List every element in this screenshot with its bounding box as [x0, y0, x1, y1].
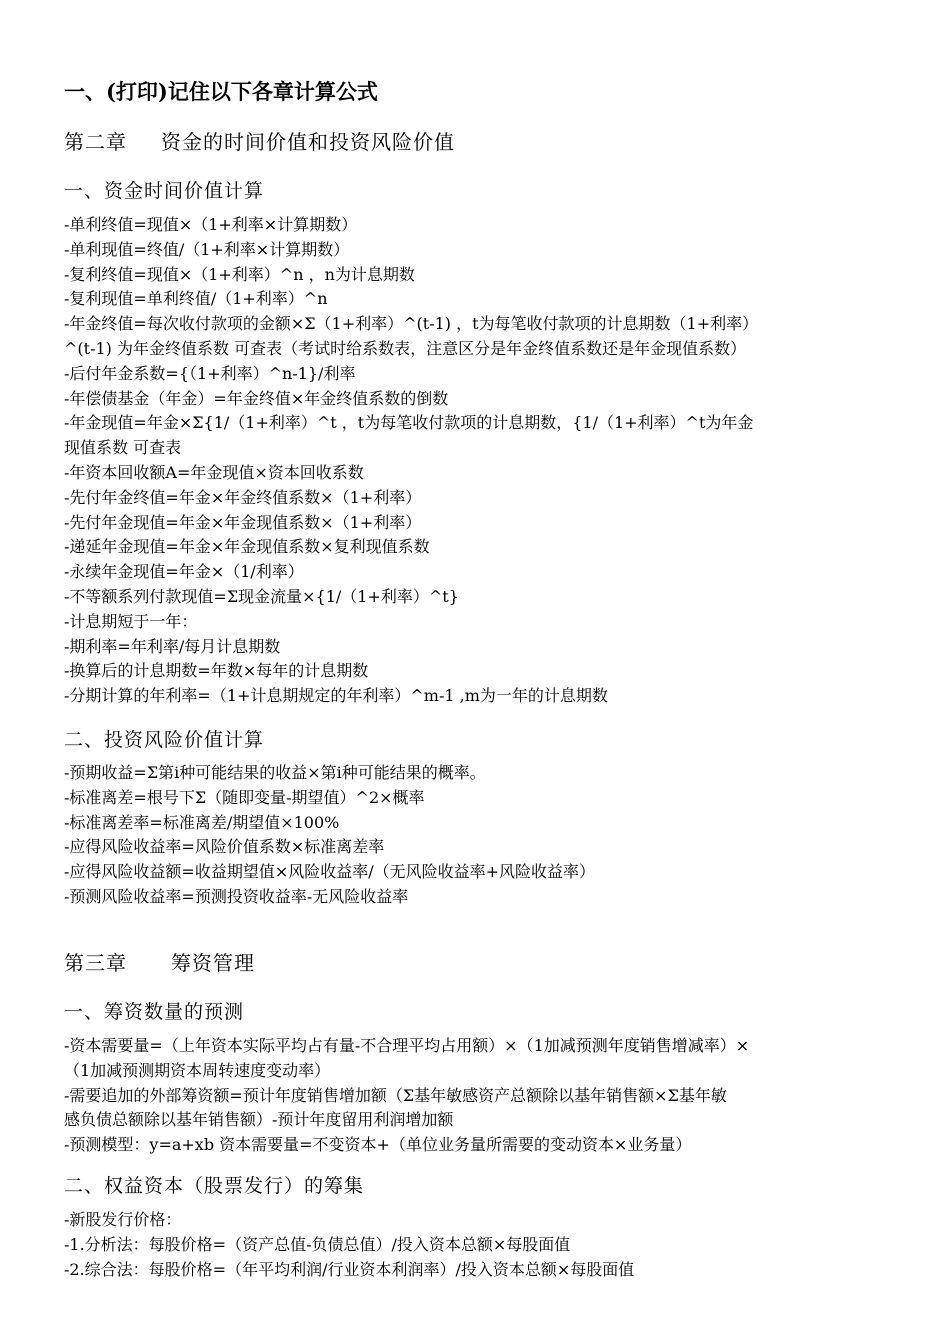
- formula-line: -复利现值=单利终值/（1+利率）^n: [64, 289, 328, 309]
- ch3-section-1-heading: 一、筹资数量的预测: [64, 1001, 245, 1023]
- formula-line: -标准离差=根号下Σ（随即变量-期望值）^2×概率: [64, 787, 425, 807]
- formula-line: -年金现值=年金×Σ{1/（1+利率）^t ，t为每笔收付款项的计息期数，{1/（1+利率）^t为年金: [64, 413, 754, 433]
- formula-line: -递延年金现值=年金×年金现值系数×复利现值系数: [64, 537, 430, 557]
- formula-line: -应得风险收益率=风险价值系数×标准离差率: [64, 837, 385, 857]
- formula-line: -预测模型：y=a+xb 资本需要量=不变资本+（单位业务量所需要的变动资本×业务量）: [64, 1135, 692, 1155]
- ch2-section-2-heading: 二、投资风险价值计算: [64, 729, 265, 751]
- document-title: 一、(打印)记住以下各章计算公式: [64, 79, 378, 104]
- chapter-2-heading: [64, 126, 455, 155]
- formula-line: -不等额系列付款现值=Σ现金流量×{1/（1+利率）^t}: [64, 586, 459, 606]
- formula-line: -后付年金系数={（1+利率）^n-1}/利率: [64, 363, 356, 383]
- ch3-section-2-body: [64, 1208, 894, 1282]
- ch3-section-2-heading: 二、权益资本（股票发行）的筹集: [64, 1175, 365, 1197]
- formula-line: （1加减预测期资本周转速度变动率）: [64, 1060, 331, 1080]
- formula-line: -1.分析法：每股价格=（资产总值-负债总值）/投入资本总额×每股面值: [64, 1234, 571, 1254]
- formula-line: -永续年金现值=年金×（1/利率）: [64, 562, 304, 582]
- formula-line: -应得风险收益额=收益期望值×风险收益率/（无风险收益率+风险收益率）: [64, 862, 596, 882]
- chapter-3-label: 第三章: [64, 951, 127, 975]
- ch2-section-2-body: [64, 761, 894, 910]
- formula-line: -资本需要量=（上年资本实际平均占有量-不合理平均占用额）×（1加减预测年度销售增减率）×: [64, 1036, 750, 1055]
- formula-line: 现值系数 可查表: [64, 438, 182, 458]
- formula-line: 感负债总额除以基年销售额）-预计年度留用利润增加额: [64, 1110, 454, 1130]
- chapter-2-name: 资金的时间价值和投资风险价值: [161, 130, 455, 154]
- ch3-section-1-body: [64, 1034, 894, 1158]
- formula-line: -先付年金终值=年金×年金终值系数×（1+利率）: [64, 487, 422, 507]
- formula-line: ^(t-1) 为年金终值系数 可查表（考试时给系数表，注意区分是年金终值系数还是年金现值系数）: [64, 338, 747, 358]
- formula-line: -单利终值=现值×（1+利率×计算期数）: [64, 215, 358, 234]
- formula-line: -新股发行价格：: [64, 1210, 182, 1229]
- ch2-section-1-heading: 一、资金时间价值计算: [64, 180, 265, 202]
- formula-line: -分期计算的年利率=（1+计息期规定的年利率）^m-1 ,m为一年的计息期数: [64, 686, 608, 706]
- chapter-3-name: 筹资管理: [171, 951, 255, 975]
- formula-line: -预测风险收益率=预测投资收益率-无风险收益率: [64, 886, 409, 906]
- chapter-3-heading: [64, 947, 255, 976]
- formula-line: -换算后的计息期数=年数×每年的计息期数: [64, 661, 369, 681]
- ch2-section-1-body: [64, 213, 894, 709]
- formula-line: -年资本回收额A=年金现值×资本回收系数: [64, 462, 364, 482]
- formula-line: -复利终值=现值×（1+利率）^n ，n为计息期数: [64, 264, 415, 284]
- formula-line: -年偿债基金（年金）=年金终值×年金终值系数的倒数: [64, 388, 449, 408]
- formula-line: -计息期短于一年：: [64, 611, 198, 631]
- formula-line: -期利率=年利率/每月计息期数: [64, 636, 281, 656]
- formula-line: -预期收益=Σ第i种可能结果的收益×第i种可能结果的概率。: [64, 763, 486, 782]
- formula-line: -2.综合法：每股价格=（年平均利润/行业资本利润率）/投入资本总额×每股面值: [64, 1259, 635, 1279]
- formula-line: -年金终值=每次收付款项的金额×Σ（1+利率）^(t-1) ，t为每笔收付款项的计息期数（1+利率）: [64, 314, 759, 334]
- formula-line: -标准离差率=标准离差/期望值×100%: [64, 812, 340, 832]
- chapter-2-label: 第二章: [64, 130, 127, 154]
- formula-line: -先付年金现值=年金×年金现值系数×（1+利率）: [64, 512, 422, 532]
- formula-line: -需要追加的外部筹资额=预计年度销售增加额（Σ基年敏感资产总额除以基年销售额×Σ基年敏: [64, 1085, 727, 1105]
- formula-line: -单利现值=终值/（1+利率×计算期数）: [64, 239, 350, 259]
